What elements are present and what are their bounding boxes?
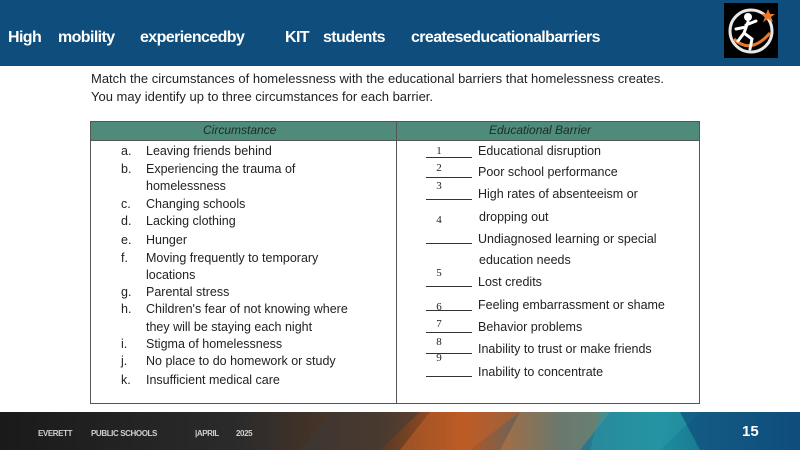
barrier-text: Inability to concentrate xyxy=(478,365,604,379)
barrier-text: Poor school performance xyxy=(478,165,618,179)
circumstance-letter: i. xyxy=(121,337,128,351)
footer-bar xyxy=(0,412,800,450)
circumstance-letter: j. xyxy=(121,354,128,368)
answer-number: 7 xyxy=(436,318,442,330)
circumstance-text: Insufficient medical care xyxy=(146,373,280,387)
circumstance-text: they will be staying each night xyxy=(146,320,313,334)
answer-number: 3 xyxy=(436,180,442,192)
circumstance-text: locations xyxy=(146,268,196,282)
circumstance-text: Changing schools xyxy=(146,197,246,211)
answer-blank[interactable] xyxy=(426,157,472,158)
column-divider xyxy=(396,122,397,403)
answer-blank[interactable] xyxy=(426,243,472,244)
answer-blank[interactable] xyxy=(426,199,472,200)
answer-number: 9 xyxy=(436,352,442,364)
title-word: createseducationalbarriers xyxy=(411,29,600,46)
barrier-text: Lost credits xyxy=(478,275,542,289)
circumstance-text: Children's fear of not knowing where xyxy=(146,302,348,316)
header-bar xyxy=(0,0,800,66)
circumstance-letter: h. xyxy=(121,302,132,316)
instructions-line: You may identify up to three circumstances for each barrier. xyxy=(91,89,434,104)
circumstance-text: Experiencing the trauma of xyxy=(146,162,296,176)
footer-org: EVERETT xyxy=(38,429,73,438)
barrier-text: Educational disruption xyxy=(478,144,601,158)
title-word: students xyxy=(323,29,385,46)
answer-blank[interactable] xyxy=(426,177,472,178)
circumstance-text: Lacking clothing xyxy=(146,214,236,228)
barrier-text: Undiagnosed learning or special xyxy=(478,232,657,246)
title-word: High xyxy=(8,29,42,46)
answer-blank[interactable] xyxy=(426,332,472,333)
circumstance-letter: k. xyxy=(121,373,131,387)
answer-blank[interactable] xyxy=(426,376,472,377)
circumstance-text: Leaving friends behind xyxy=(146,144,272,158)
title-word: KIT xyxy=(285,29,309,46)
circumstance-text: Stigma of homelessness xyxy=(146,337,283,351)
school-logo-icon xyxy=(724,3,778,58)
answer-blank[interactable] xyxy=(426,286,472,287)
barrier-text: High rates of absenteeism or xyxy=(478,187,638,201)
barrier-text: Feeling embarrassment or shame xyxy=(478,298,665,312)
title-word: experiencedby xyxy=(140,29,245,46)
circumstance-text: Moving frequently to temporary xyxy=(146,251,319,265)
instructions-line: Match the circumstances of homelessness with the educational barriers that homelessness creates. xyxy=(91,71,664,86)
barrier-text: Behavior problems xyxy=(478,320,583,334)
answer-number: 1 xyxy=(436,145,442,157)
circumstance-letter: c. xyxy=(121,197,131,211)
circumstance-letter: f. xyxy=(121,251,128,265)
title-word: mobility xyxy=(58,29,115,46)
header-educational-barrier: Educational Barrier xyxy=(489,123,592,137)
table-header xyxy=(91,122,699,141)
page-number: 15 xyxy=(742,423,759,440)
circumstance-text: Hunger xyxy=(146,233,187,247)
answer-number: 2 xyxy=(436,162,442,174)
circumstance-letter: g. xyxy=(121,285,132,299)
header-circumstance: Circumstance xyxy=(203,123,277,137)
instructions xyxy=(91,70,731,106)
answer-number: 8 xyxy=(436,336,442,348)
circumstance-text: Parental stress xyxy=(146,285,230,299)
circumstance-text: No place to do homework or study xyxy=(146,354,336,368)
barrier-text: education needs xyxy=(479,253,571,267)
circumstance-text: homelessness xyxy=(146,179,226,193)
answer-number: 4 xyxy=(436,214,442,226)
footer-org: PUBLIC SCHOOLS xyxy=(91,429,157,438)
circumstance-letter: a. xyxy=(121,144,132,158)
circumstance-letter: d. xyxy=(121,214,132,228)
footer-month: |APRIL xyxy=(195,429,219,438)
answer-number: 6 xyxy=(436,301,442,313)
barrier-text: Inability to trust or make friends xyxy=(478,342,652,356)
barrier-text: dropping out xyxy=(479,210,549,224)
matching-table xyxy=(90,121,700,404)
footer-year: 2025 xyxy=(236,429,253,438)
answer-number: 5 xyxy=(436,267,442,279)
circumstance-letter: b. xyxy=(121,162,132,176)
circumstance-letter: e. xyxy=(121,233,132,247)
